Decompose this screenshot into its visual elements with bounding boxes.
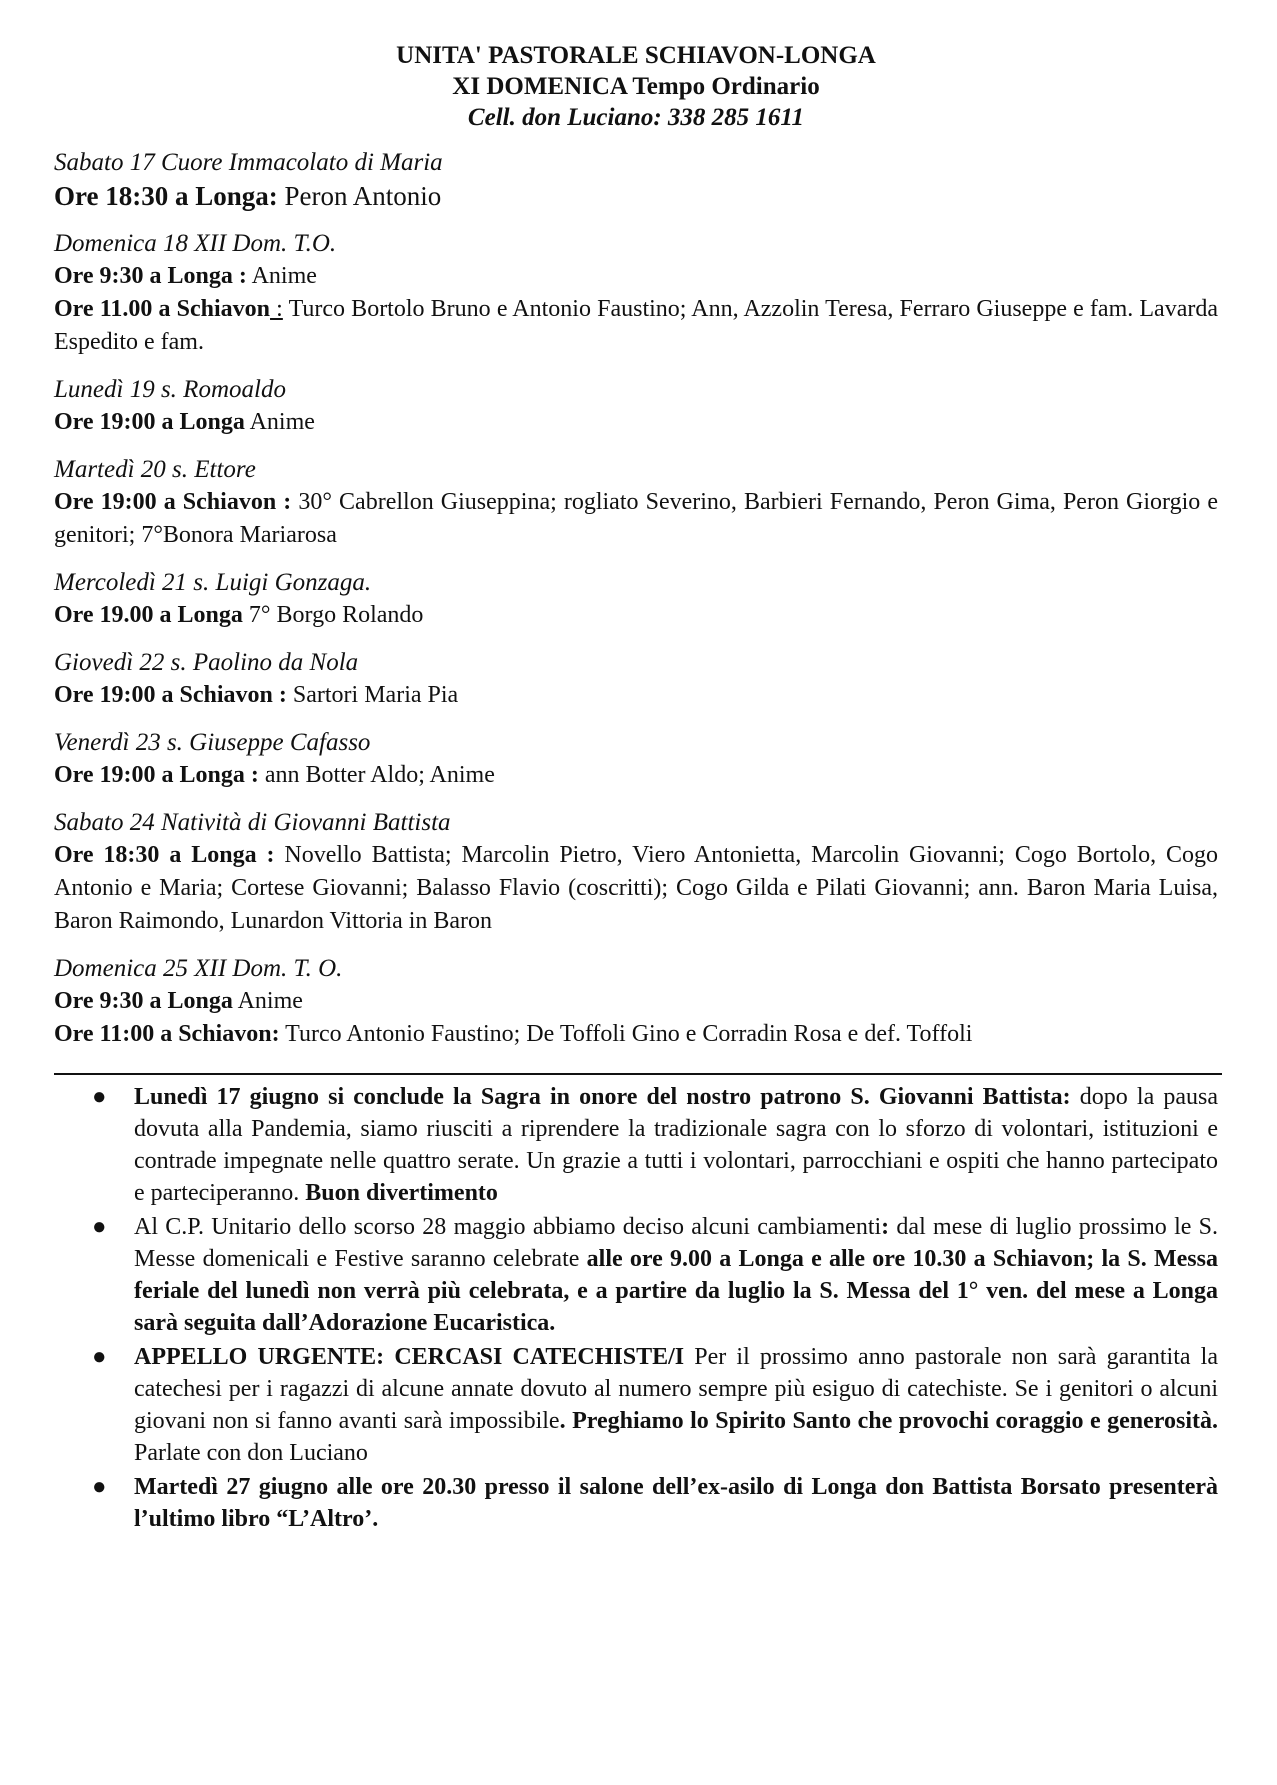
mass-schedule [54, 147, 1218, 1051]
mass-intentions: 7° Borgo Rolando [242, 602, 424, 628]
mass-line [54, 679, 1218, 712]
notice-bold: . Preghiamo lo Spirito Santo che provochi coraggio e generosità. [559, 1408, 1219, 1434]
mass-intentions: 30° Cabrellon Giuseppina; rogliato Severino, Barbieri Fernando, Peron Gima, Peron Giorgio e genitori; 7°Bonora Mariarosa [54, 489, 1219, 548]
mass-time: Ore 19:00 a Longa [54, 409, 245, 435]
notice-text: dopo la pausa dovuta alla Pandemia, siamo riusciti a riprendere la tradizionale sagra con lo sforzo di volontari, istituzioni e contrade impegnate nelle quattro serate. Un grazie a tutti i volontari, parrocchiani e ospiti che hanno partecipato e parteciperanno. [134, 1084, 1218, 1206]
day-title: Lunedì 19 s. Romoaldo [54, 376, 286, 403]
mass-intentions: Novello Battista; Marcolin Pietro, Viero Antonietta, Marcolin Giovanni; Cogo Bortolo, Cogo Antonio e Maria; Cortese Giovanni; Balasso Flavio (coscritti); Cogo Gilda e Pilati Giovanni; ann. Baron Maria Luisa, Baron Raimondo, Lunardon Vittoria in Baron [54, 842, 1218, 934]
mass-line [54, 839, 1218, 938]
notice-item [92, 1341, 1219, 1469]
day-title: Domenica 18 XII Dom. T.O. [54, 230, 337, 257]
mass-intentions: Peron Antonio [277, 181, 442, 211]
mass-line [54, 406, 1218, 439]
mass-line [54, 599, 1218, 632]
mass-time: Ore 19:00 a Schiavon : [54, 489, 292, 515]
notice-item [92, 1081, 1218, 1209]
notice-bold: alle ore 9.00 a Longa e alle ore 10.30 a Schiavon; la S. Messa feriale del lunedì non verrà più celebrata, e a partire da luglio la S. Messa del 1° ven. del mese a Longa sarà seguita dall’Adorazione Eucaristica. [134, 1246, 1218, 1336]
notice-text: Al C.P. Unitario dello scorso 28 maggio abbiamo deciso alcuni cambiamenti [134, 1214, 882, 1240]
mass-intentions: ann Botter Aldo; Anime [258, 762, 495, 788]
notice-bold: : [881, 1214, 890, 1240]
mass-time: Ore 18:30 a Longa : [54, 842, 275, 868]
notice-item [92, 1471, 1218, 1535]
day-entry [54, 374, 1218, 439]
day-title: Mercoledì 21 s. Luigi Gonzaga. [54, 569, 372, 596]
day-entry [54, 807, 1218, 938]
mass-line [54, 486, 1218, 552]
day-entry [54, 953, 1218, 1051]
mass-line [54, 260, 1218, 293]
notice-text: Parlate con don Luciano [134, 1440, 368, 1466]
mass-intentions: Anime [244, 409, 315, 435]
day-entry [54, 454, 1218, 552]
mass-line [54, 293, 1218, 359]
day-entry [54, 647, 1218, 712]
notices-list [54, 1081, 1218, 1535]
mass-time: Ore 19:00 a Schiavon : [54, 682, 287, 708]
mass-intentions: Turco Bortolo Bruno e Antonio Faustino; Ann, Azzolin Teresa, Ferraro Giuseppe e fam. Lavarda Espedito e fam. [54, 296, 1219, 355]
day-title: Giovedì 22 s. Paolino da Nola [54, 649, 359, 676]
day-entry [54, 228, 1218, 359]
day-title: Martedì 20 s. Ettore [54, 456, 256, 483]
phone-line: Cell. don Luciano: 338 285 1611 [467, 104, 805, 131]
mass-intentions: Anime [246, 263, 317, 289]
notice-text: Per il prossimo anno pastorale non sarà garantita la catechesi per i ragazzi di alcune annate dovuto al numero sempre più esiguo di catechiste. Se i genitori o alcuni giovani non si fanno avanti sarà impossibile [134, 1344, 1218, 1434]
notice-item [92, 1211, 1218, 1339]
mass-time: Ore 19.00 a Longa [54, 602, 243, 628]
mass-line [54, 179, 1218, 213]
mass-time: Ore 9:30 a Longa [54, 988, 233, 1014]
mass-line [54, 1018, 1218, 1051]
bullet-icon: ● [92, 1214, 107, 1240]
notice-text: dal mese di luglio prossimo le S. Messe domenicali e Festive saranno celebrate [134, 1214, 1218, 1272]
notice-bold: Buon divertimento [305, 1180, 498, 1206]
mass-line [54, 985, 1218, 1018]
mass-time: Ore 18:30 a Longa: [54, 181, 278, 211]
notice-bold: Lunedì 17 giugno si conclude la Sagra in onore del nostro patrono S. Giovanni Battista: [134, 1084, 1071, 1110]
bullet-icon: ● [92, 1344, 107, 1370]
sunday-title: XI DOMENICA Tempo Ordinario [452, 73, 820, 100]
day-entry [54, 727, 1218, 792]
mass-time: Ore 19:00 a Longa : [54, 762, 259, 788]
day-title: Sabato 24 Natività di Giovanni Battista [54, 809, 451, 836]
day-title: Sabato 17 Cuore Immacolato di Maria [54, 149, 443, 176]
mass-separator: : [270, 296, 283, 322]
notice-bold: APPELLO URGENTE: CERCASI CATECHISTE/I [134, 1344, 685, 1370]
day-title: Domenica 25 XII Dom. T. O. [54, 955, 343, 982]
mass-line [54, 759, 1218, 792]
mass-time: Ore 11:00 a Schiavon: [54, 1021, 280, 1047]
notice-bold: Martedì 27 giugno alle ore 20.30 presso il salone dell’ex-asilo di Longa don Battista Borsato presenterà l’ultimo libro “L’Altro’. [134, 1474, 1218, 1532]
day-entry [54, 147, 1218, 213]
day-title: Venerdì 23 s. Giuseppe Cafasso [54, 729, 371, 756]
bullet-icon: ● [92, 1474, 107, 1500]
bulletin-page [54, 40, 1218, 1537]
mass-intentions: Turco Antonio Faustino; De Toffoli Gino e Corradin Rosa e def. Toffoli [279, 1021, 973, 1047]
mass-time: Ore 9:30 a Longa : [54, 263, 247, 289]
mass-intentions: Anime [232, 988, 303, 1014]
day-entry [54, 567, 1218, 632]
header [54, 40, 1218, 133]
mass-time: Ore 11.00 a Schiavon [54, 296, 271, 322]
section-divider [54, 1073, 1222, 1075]
bullet-icon: ● [92, 1084, 107, 1110]
parish-title: UNITA' PASTORALE SCHIAVON-LONGA [396, 42, 876, 69]
mass-intentions: Sartori Maria Pia [286, 682, 459, 708]
